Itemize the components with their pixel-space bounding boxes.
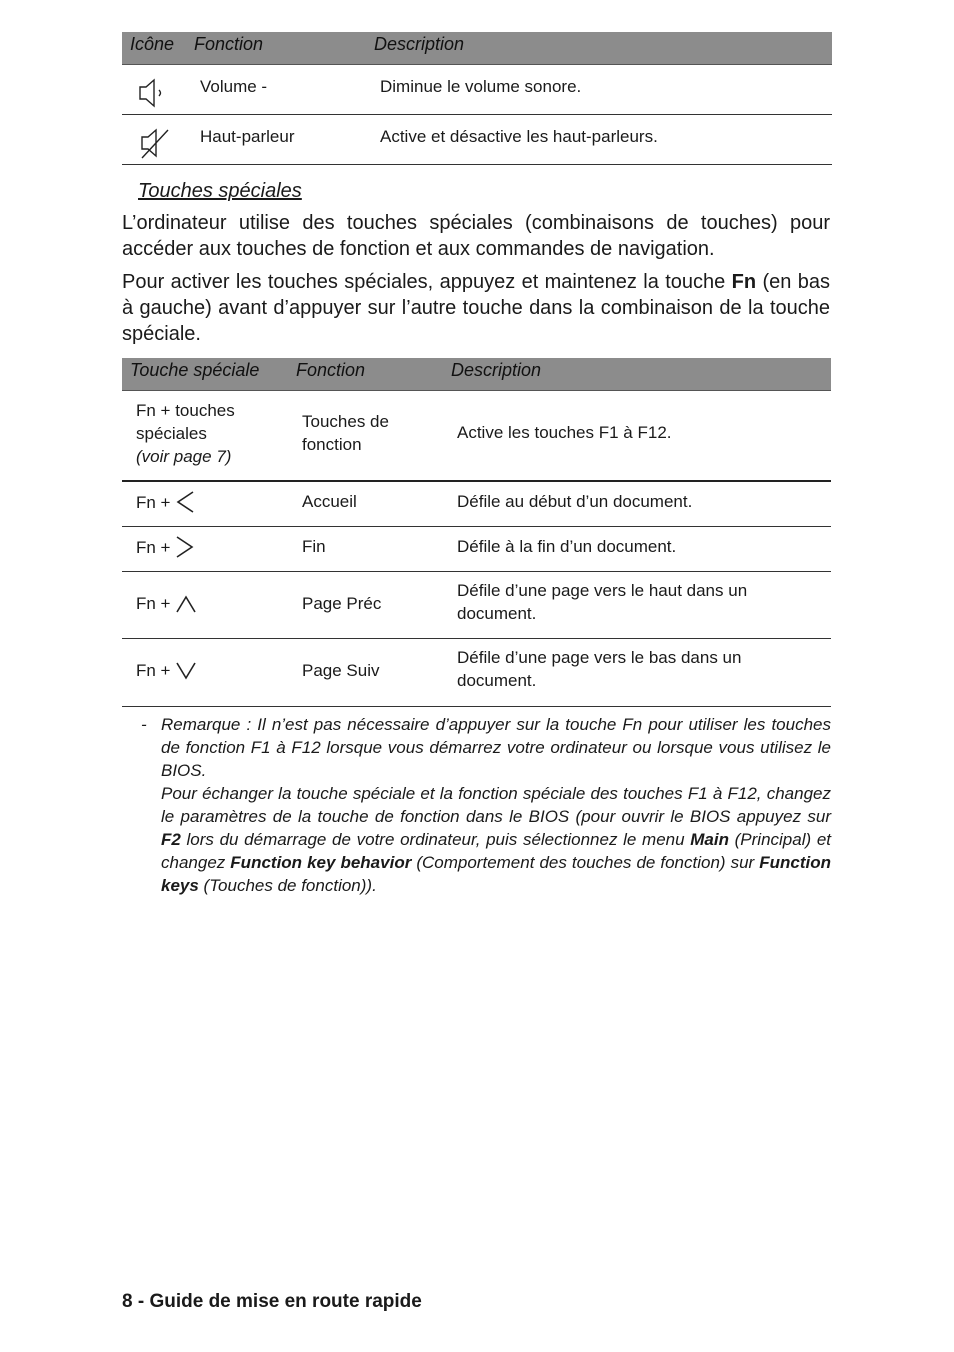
key-line: Fn + touches bbox=[136, 401, 235, 420]
table-header bbox=[122, 32, 832, 65]
table-row bbox=[122, 391, 831, 482]
function-icons-table bbox=[122, 32, 832, 165]
text-run: (Touches de fonction)). bbox=[198, 876, 377, 895]
key-cell bbox=[136, 535, 195, 559]
fn-prefix: Fn + bbox=[136, 594, 171, 613]
header-description: Description bbox=[374, 34, 465, 54]
description-cell: Défile d’une page vers le haut dans un document. bbox=[457, 581, 748, 623]
text-run: Remarque : Il n’est pas nécessaire d’appuyer sur la touche Fn pour utiliser les touches de fonction F1 à F12 lorsque vous démarrez votre ordinateur ou lorsque vous utilisez le BIOS. bbox=[161, 715, 831, 780]
paragraph-activation bbox=[122, 269, 830, 347]
table-row bbox=[122, 482, 831, 527]
key-cell bbox=[136, 490, 195, 514]
section-title: Touches spéciales bbox=[138, 180, 302, 202]
text-run: (Principal) et changez bbox=[161, 830, 832, 872]
remark-text bbox=[161, 713, 831, 897]
fn-key-bold: Fn bbox=[731, 271, 757, 293]
fn-prefix: Fn + bbox=[136, 661, 171, 680]
description-cell: Active et désactive les haut-parleurs. bbox=[380, 127, 658, 146]
text-run: (en bas à gauche) avant d’appuyer sur l’autre touche dans la combinaison de la touche spéciale. bbox=[122, 271, 830, 345]
text-run: (Comportement des touches de fonction) sur bbox=[411, 853, 760, 872]
chevron-left-icon bbox=[175, 490, 195, 514]
description-cell: Diminue le volume sonore. bbox=[380, 77, 582, 96]
fonction-cell bbox=[302, 410, 389, 456]
key-note: (voir page 7) bbox=[136, 447, 232, 466]
fn-prefix: Fn + bbox=[136, 492, 171, 512]
key-cell bbox=[136, 659, 197, 682]
fonction-cell: Haut-parleur bbox=[200, 127, 295, 146]
fn-prefix: Fn + bbox=[136, 537, 171, 557]
volume-down-icon bbox=[138, 77, 168, 109]
description-cell: Défile d’une page vers le bas dans un document. bbox=[457, 648, 742, 690]
bold-run: Function key behavior bbox=[230, 853, 412, 872]
fonction-cell: Fin bbox=[302, 537, 326, 556]
key-cell bbox=[136, 592, 197, 615]
description-cell: Défile au début d’un document. bbox=[457, 492, 693, 511]
chevron-up-icon bbox=[175, 594, 197, 614]
special-keys-table bbox=[122, 358, 831, 707]
table-row bbox=[122, 527, 831, 572]
chevron-right-icon bbox=[175, 535, 195, 559]
fonction-line: Touches de bbox=[302, 412, 389, 431]
page-footer: 8 - Guide de mise en route rapide bbox=[122, 1291, 422, 1312]
fonction-cell: Volume - bbox=[200, 77, 268, 96]
paragraph-intro: L’ordinateur utilise des touches spéciales (combinaisons de touches) pour accéder aux touches de fonction et aux commandes de navigation. bbox=[122, 212, 830, 260]
header-icone: Icône bbox=[130, 34, 175, 54]
table-header bbox=[122, 358, 831, 391]
description-cell: Défile à la fin d’un document. bbox=[457, 537, 677, 556]
header-fonction: Fonction bbox=[296, 360, 366, 380]
text-run: Pour activer les touches spéciales, appuyez et maintenez la touche bbox=[122, 271, 732, 293]
header-touche: Touche spéciale bbox=[130, 360, 260, 380]
key-cell bbox=[136, 399, 235, 468]
bold-run: F2 bbox=[161, 830, 181, 849]
fonction-cell: Page Préc bbox=[302, 594, 382, 613]
fonction-cell: Page Suiv bbox=[302, 661, 380, 680]
table-row bbox=[122, 65, 832, 115]
key-line: spéciales bbox=[136, 424, 207, 443]
fonction-cell: Accueil bbox=[302, 492, 357, 511]
table-row bbox=[122, 639, 831, 707]
bold-run: Function keys bbox=[161, 853, 831, 895]
text-run: Pour échanger la touche spéciale et la fonction spéciale des touches F1 à F12, changez le paramètres de la touche de fonction dans le BIOS (pour ouvrir le BIOS appuyez sur bbox=[161, 784, 831, 826]
remark-dash: - bbox=[141, 715, 147, 734]
header-description: Description bbox=[451, 360, 542, 380]
text-run: lors du démarrage de votre ordinateur, puis sélectionnez le menu bbox=[180, 830, 691, 849]
description-cell: Active les touches F1 à F12. bbox=[457, 423, 672, 442]
chevron-down-icon bbox=[175, 661, 197, 681]
table-row bbox=[122, 572, 831, 639]
header-fonction: Fonction bbox=[194, 34, 264, 54]
speaker-mute-icon bbox=[138, 127, 172, 159]
fonction-line: fonction bbox=[302, 435, 362, 454]
table-row bbox=[122, 115, 832, 165]
remark-note bbox=[141, 713, 831, 897]
bold-run: Main bbox=[690, 830, 729, 849]
